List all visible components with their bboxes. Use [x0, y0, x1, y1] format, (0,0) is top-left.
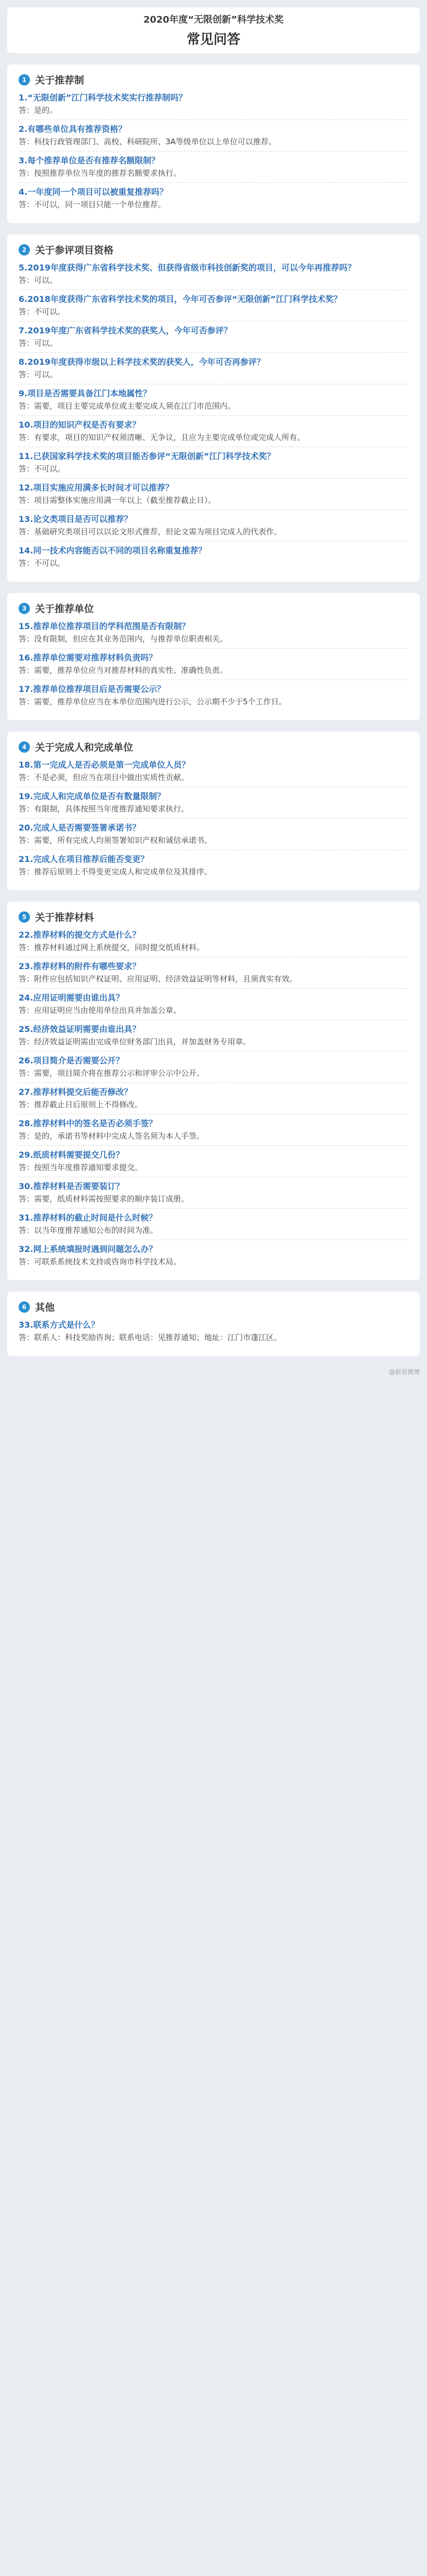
qa-item: [19, 1212, 408, 1236]
qa-item: [19, 356, 408, 381]
answer-text: 答：基础研究类项目可以以论文形式推荐，但论文需为项目完成人的代表作。: [19, 527, 282, 536]
question-text: 9.项目是否需要具备江门本地属性？: [19, 388, 152, 398]
qa-item: [19, 683, 408, 708]
answer-text: 答：没有限制，但应在其业务范围内，与推荐单位职责相关。: [19, 634, 228, 643]
question-text: 30.推荐材料是否需要装订？: [19, 1181, 124, 1191]
question-text: 1.“无限创新”江门科学技术奖实行推荐制吗？: [19, 93, 187, 103]
section-header: [19, 910, 408, 924]
answer-text: 答：是的，承诺书等材料中完成人签名须为本人手签。: [19, 1131, 205, 1141]
question-text: 28.推荐材料中的签名是否必须手签？: [19, 1118, 157, 1128]
divider: [19, 1051, 408, 1052]
qa-item: [19, 419, 408, 444]
qa-item: [19, 652, 408, 676]
divider: [19, 1082, 408, 1083]
answer-text: 答：推荐后原则上不得变更完成人和完成单位及其排序。: [19, 867, 212, 876]
qa-item: [19, 822, 408, 846]
question-text: 12.项目实施应用满多长时间才可以推荐？: [19, 483, 174, 493]
divider: [19, 478, 408, 479]
question-text: 3.每个推荐单位是否有推荐名额限制？: [19, 156, 160, 165]
question-text: 4.一年度同一个项目可以被重复推荐吗？: [19, 187, 168, 197]
question-text: 2.有哪些单位具有推荐资格？: [19, 124, 127, 134]
qa-item: [19, 186, 408, 211]
question-text: 15.推荐单位推荐项目的学科范围是否有限制？: [19, 621, 190, 631]
answer-text: 答：按照推荐单位当年度的推荐名额要求执行。: [19, 168, 182, 178]
divider: [19, 1208, 408, 1209]
answer-text: 答：需要，推荐单位应当对推荐材料的真实性、准确性负责。: [19, 666, 228, 675]
answer-text: 答：不可以。: [19, 307, 65, 316]
answer-text: 答：有限制，具体按照当年度推荐通知要求执行。: [19, 804, 189, 814]
qa-item: [19, 325, 408, 349]
watermark: @新浪微博: [388, 1368, 420, 1376]
qa-item: [19, 1117, 408, 1142]
sections: [7, 64, 420, 1356]
section-number-icon: 6: [19, 1301, 30, 1313]
answer-text: 答：应用证明应当由使用单位出具并加盖公章。: [19, 1006, 182, 1015]
section-card: [7, 593, 420, 720]
answer-text: 答：是的。: [19, 106, 58, 115]
qa-item: [19, 992, 408, 1016]
section-header: [19, 601, 408, 615]
year-title: 2020年度“无限创新”科学技术奖: [143, 14, 284, 25]
section-header: [19, 1300, 408, 1314]
question-text: 31.推荐材料的截止时间是什么时候？: [19, 1213, 157, 1223]
answer-text: 答：按照当年度推荐通知要求提交。: [19, 1163, 143, 1172]
answer-text: 答：附件应包括知识产权证明、应用证明、经济效益证明等材料，且须真实有效。: [19, 974, 298, 984]
qa-item: [19, 155, 408, 179]
answer-text: 答：有要求，项目的知识产权须清晰、无争议，且应为主要完成单位或完成人所有。: [19, 433, 305, 442]
answer-text: 答：可以。: [19, 338, 58, 348]
section-card: [7, 732, 420, 890]
section-title: 关于推荐制: [35, 75, 85, 86]
answer-text: 答：不可以。: [19, 558, 65, 568]
question-text: 19.完成人和完成单位是否有数量限制？: [19, 791, 166, 801]
qa-item: [19, 293, 408, 318]
section-number-icon: 2: [19, 244, 30, 256]
qa-item: [19, 262, 408, 286]
question-text: 8.2019年度获得市级以上科学技术奖的获奖人，今年可否再参评？: [19, 357, 265, 367]
question-text: 24.应用证明需要由谁出具？: [19, 993, 124, 1003]
section-number-icon: 5: [19, 911, 30, 923]
section-card: [7, 64, 420, 223]
answer-text: 答：可联系系统技术支持或咨询市科学技术局。: [19, 1257, 182, 1266]
qa-item: [19, 759, 408, 784]
answer-text: 答：联系人：科技奖励咨询；联系电话：见推荐通知；地址：江门市蓬江区。: [19, 1333, 282, 1342]
section-header: [19, 740, 408, 754]
divider: [19, 648, 408, 649]
section-number-icon: 4: [19, 741, 30, 753]
qa-item: [19, 387, 408, 412]
qa-item: [19, 790, 408, 815]
answer-text: 答：科技行政管理部门、高校、科研院所、3A等级单位以上单位可以推荐。: [19, 137, 276, 146]
qa-item: [19, 1180, 408, 1205]
section-header: [19, 243, 408, 257]
qa-item: [19, 450, 408, 475]
answer-text: 答：可以。: [19, 370, 58, 379]
question-text: 11.已获国家科学技术奖的项目能否参评“无限创新”江门科学技术奖？: [19, 451, 275, 461]
section-title: 关于推荐单位: [35, 603, 94, 615]
qa-item: [19, 123, 408, 148]
question-text: 16.推荐单位需要对推荐材料负责吗？: [19, 653, 157, 663]
question-text: 25.经济效益证明需要由谁出具？: [19, 1024, 141, 1034]
qa-item: [19, 1055, 408, 1079]
answer-text: 答：推荐截止日后原则上不得修改。: [19, 1100, 143, 1109]
question-text: 32.网上系统填报时遇到问题怎么办？: [19, 1244, 157, 1254]
qa-item: [19, 513, 408, 538]
question-text: 17.推荐单位推荐项目后是否需要公示？: [19, 684, 166, 694]
qa-item: [19, 1149, 408, 1174]
question-text: 6.2018年度获得广东省科学技术奖的项目，今年可否参评“无限创新”江门科学技术奖？: [19, 294, 342, 304]
question-text: 27.推荐材料提交后能否修改？: [19, 1087, 133, 1097]
question-text: 18.第一完成人是否必须是第一完成单位人员？: [19, 760, 190, 770]
faq-title: 常见问答: [186, 32, 240, 47]
divider: [19, 988, 408, 989]
section-header: [19, 73, 408, 87]
answer-text: 答：以当年度推荐通知公布的时间为准。: [19, 1226, 158, 1235]
answer-text: 答：经济效益证明需由完成单位财务部门出具，并加盖财务专用章。: [19, 1037, 251, 1046]
qa-item: [19, 1243, 408, 1268]
answer-text: 答：需要，所有完成人均须签署知识产权和诚信承诺书。: [19, 836, 212, 845]
qa-item: [19, 929, 408, 954]
divider: [19, 415, 408, 416]
qa-item: [19, 1086, 408, 1111]
answer-text: 答：需要，项目简介将在推荐公示和评审公示中公开。: [19, 1069, 205, 1078]
question-text: 7.2019年度广东省科学技术奖的获奖人，今年可否参评？: [19, 326, 232, 335]
section-title: 其他: [35, 1302, 55, 1313]
section-card: [7, 902, 420, 1280]
section-card: [7, 1292, 420, 1356]
question-text: 22.推荐材料的提交方式是什么？: [19, 930, 141, 940]
answer-text: 答：不可以。: [19, 464, 65, 473]
answer-text: 答：不可以，同一项目只能一个单位推荐。: [19, 200, 166, 209]
question-text: 21.完成人在项目推荐后能否变更？: [19, 854, 149, 864]
qa-item: [19, 482, 408, 506]
qa-item: [19, 1319, 408, 1344]
qa-item: [19, 853, 408, 878]
qa-item: [19, 545, 408, 569]
qa-item: [19, 92, 408, 116]
question-text: 29.纸质材料需要提交几份？: [19, 1150, 124, 1160]
answer-text: 答：项目需整体实施应用满一年以上（截至推荐截止日）。: [19, 496, 216, 505]
section-number-icon: 1: [19, 74, 30, 86]
qa-item: [19, 960, 408, 985]
answer-text: 答：需要，纸质材料需按照要求的顺序装订成册。: [19, 1194, 189, 1204]
answer-text: 答：推荐材料通过网上系统提交，同时提交纸质材料。: [19, 943, 205, 952]
section-title: 关于推荐材料: [35, 912, 94, 923]
qa-item: [19, 620, 408, 645]
qa-item: [19, 1023, 408, 1048]
question-text: 5.2019年度获得广东省科学技术奖、但获得省级市科技创新奖的项目，可以今年再推荐吗？: [19, 263, 356, 273]
divider: [19, 1145, 408, 1146]
answer-text: 答：需要，项目主要完成单位或主要完成人须在江门市范围内。: [19, 401, 236, 411]
divider: [19, 818, 408, 819]
divider: [19, 182, 408, 183]
section-title: 关于参评项目资格: [35, 245, 114, 256]
question-text: 20.完成人是否需要签署承诺书？: [19, 823, 141, 833]
faq-page: [7, 0, 420, 1376]
section-number-icon: 3: [19, 603, 30, 614]
question-text: 10.项目的知识产权是否有要求？: [19, 420, 141, 430]
question-text: 23.推荐材料的附件有哪些要求？: [19, 961, 141, 971]
question-text: 13.论文类项目是否可以推荐？: [19, 514, 133, 524]
question-text: 14.同一技术内容能否以不同的项目名称重复推荐？: [19, 546, 207, 555]
section-card: [7, 234, 420, 582]
divider: [19, 352, 408, 353]
answer-text: 答：需要，推荐单位应当在本单位范围内进行公示，公示期不少于5个工作日。: [19, 697, 287, 706]
answer-text: 答：可以。: [19, 276, 58, 285]
title-card: [7, 7, 420, 53]
question-text: 33.联系方式是什么？: [19, 1320, 100, 1330]
answer-text: 答：不是必须，但应当在项目中做出实质性贡献。: [19, 773, 189, 782]
question-text: 26.项目简介是否需要公开？: [19, 1056, 124, 1065]
section-title: 关于完成人和完成单位: [35, 742, 134, 753]
